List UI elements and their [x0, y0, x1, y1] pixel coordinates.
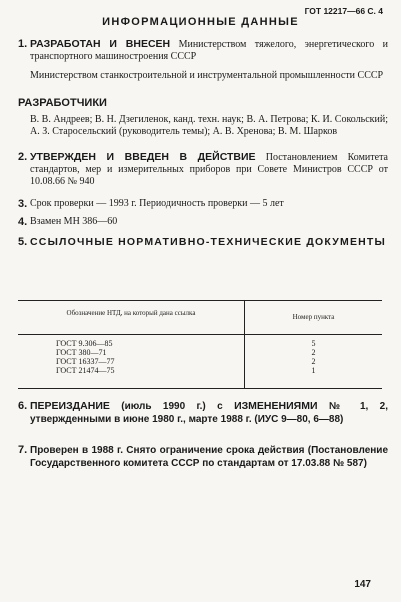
table-cell-document: ГОСТ 21474—75 [56, 366, 115, 375]
standard-reference: ГОТ 12217—66 С. 4 [304, 6, 383, 16]
table-cell-point: 2 [311, 348, 316, 357]
page-number: 147 [354, 579, 371, 590]
table-cell-document: ГОСТ 9.306—85 [56, 339, 113, 348]
item-2-text: Постановлением Комитета стандартов, мер и измерительных приборов при Совете Министров СССР от 10.08.66 № 940 [30, 152, 388, 187]
column-header-document: Обозначение НТД, на который дана ссылка [66, 309, 196, 317]
item-1-keyword: РАЗРАБОТАН И ВНЕСЕН [30, 38, 171, 50]
item-6 [18, 400, 388, 426]
item-6-keyword-reissue: ПЕРЕИЗДАНИЕ [30, 400, 110, 412]
developers-list: В. В. Андреев; В. Н. Дзегиленок, канд. техн. наук; В. А. Петрова; К. И. Сокольский; А. З. Старосельский (руководитель темы); А. В. Хренова; В. М. Шарков [30, 114, 388, 137]
item-3 [18, 198, 388, 210]
column-header-point: Номер пункта [292, 313, 335, 321]
item-6-number: 6. [18, 400, 28, 412]
table-row [18, 366, 382, 375]
item-7-text: Проверен в 1988 г. Снято ограничение срока действия (Постановление Государственного комитета СССР по стандартам от 17.03.88 № 587) [30, 445, 388, 469]
item-2-keyword: УТВЕРЖДЕН И ВВЕДЕН В ДЕЙСТВИЕ [30, 151, 256, 163]
item-5-number: 5. [18, 236, 28, 248]
item-7-number: 7. [18, 444, 28, 456]
page-title: ИНФОРМАЦИОННЫЕ ДАННЫЕ [102, 16, 299, 28]
item-2 [18, 151, 388, 188]
item-1-text2: Министерством станкостроительной и инструментальной промышленности СССР [30, 70, 384, 81]
item-2-number: 2. [18, 151, 28, 163]
developers-heading: РАЗРАБОТЧИКИ [18, 97, 107, 109]
table-cell-point: 5 [311, 339, 316, 348]
table-cell-document: ГОСТ 380—71 [56, 348, 107, 357]
table-cell-document: ГОСТ 16337—77 [56, 357, 115, 366]
table-cell-point: 2 [311, 357, 316, 366]
item-1-text: Министерством тяжелого, энергетического и транспортного машиностроения СССР [30, 39, 388, 62]
item-4-number: 4. [18, 216, 28, 228]
item-1-number: 1. [18, 38, 28, 50]
table-row [18, 348, 382, 357]
item-5-heading: ССЫЛОЧНЫЕ НОРМАТИВНО-ТЕХНИЧЕСКИЕ ДОКУМЕНТЫ [30, 236, 387, 248]
item-4-text: Взамен МН 386—60 [30, 216, 118, 227]
item-1 [18, 38, 388, 63]
table-row [18, 357, 382, 366]
references-table [18, 300, 382, 389]
item-6-keyword-changes: ИЗМЕНЕНИЯМИ [234, 400, 318, 412]
table-row [18, 339, 382, 348]
item-3-number: 3. [18, 198, 28, 210]
item-5 [18, 236, 388, 249]
item-6-text-1: (июль 1990 г.) с [109, 401, 235, 412]
item-4 [18, 216, 388, 228]
item-3-text: Срок проверки — 1993 г. Периодичность проверки — 5 лет [30, 198, 284, 209]
item-7 [18, 444, 388, 470]
item-6-text-2: № 1, 2, утвержденными в июне 1980 г., марте 1988 г. (ИУС 9—80, 6—88) [30, 401, 388, 425]
table-header-row [18, 301, 382, 335]
table-cell-point: 1 [311, 366, 316, 375]
